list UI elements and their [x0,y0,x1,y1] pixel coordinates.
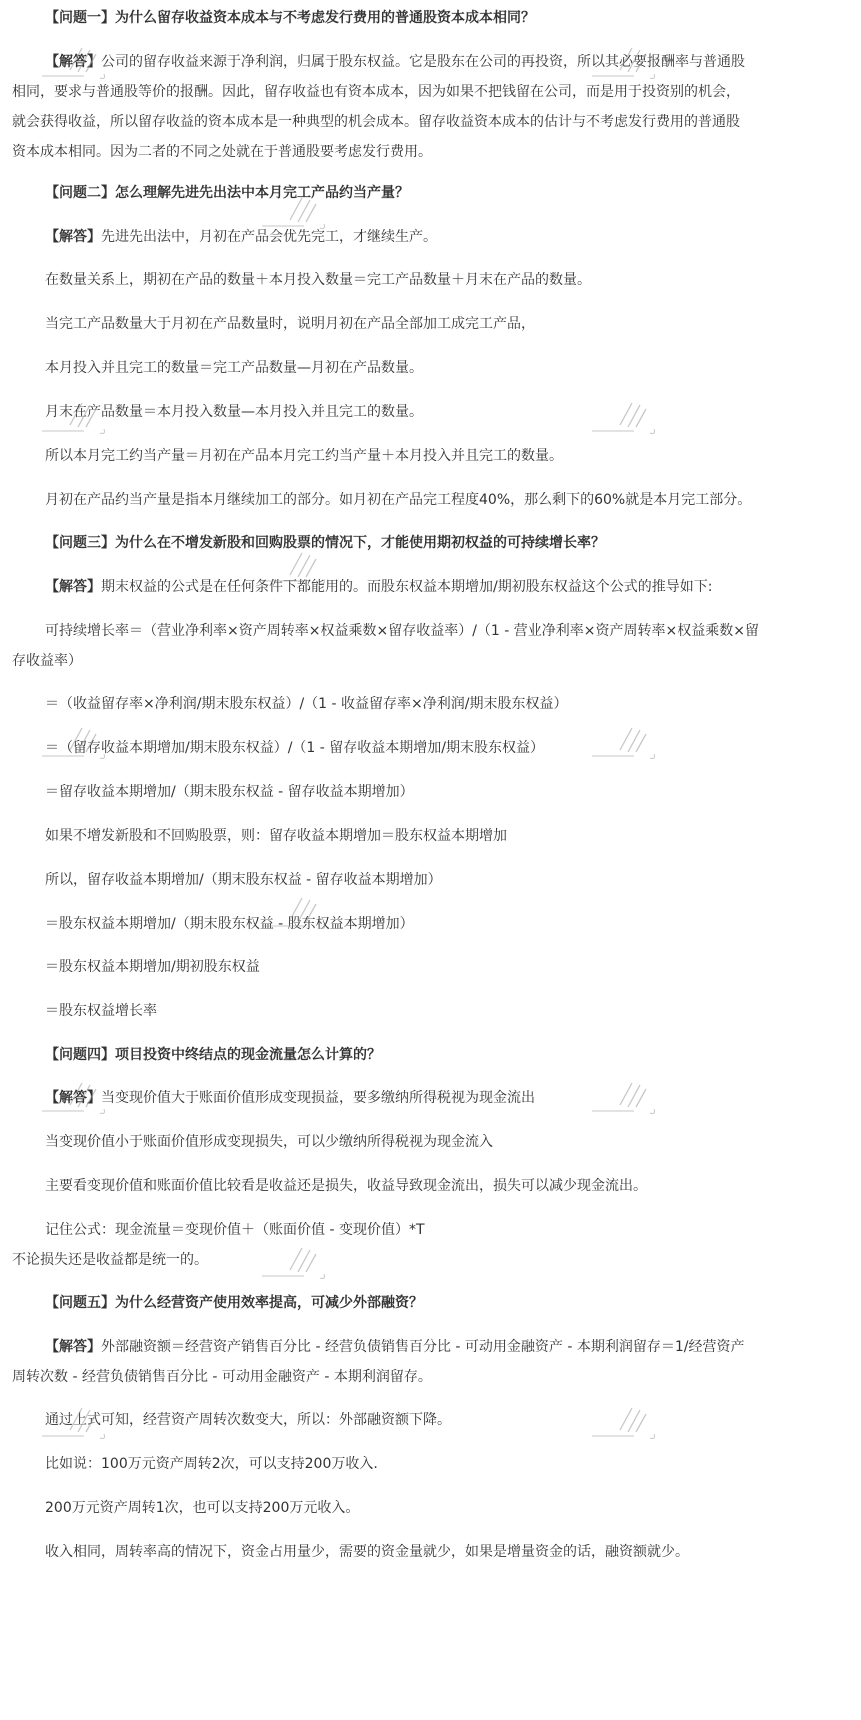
paragraph: 当完工产品数量大于月初在产品数量时，说明月初在产品全部加工成完工产品， [45,316,535,332]
answer-2-line-1: 【解答】先进先出法中，月初在产品会优先完工，才继续生产。 [45,229,437,245]
question-5: 【问题五】为什么经营资产使用效率提高，可减少外部融资？ [45,1295,423,1311]
paragraph: ＝股东权益本期增加/（期末股东权益 - 股东权益本期增加） [45,916,414,932]
answer-5-line-2: 周转次数 - 经营负债销售百分比 - 可动用金融资产 - 本期利润留存。 [12,1369,432,1385]
paragraph: 不论损失还是收益都是统一的。 [12,1252,208,1268]
watermark-mark [260,545,340,590]
paragraph: 本月投入并且完工的数量＝完工产品数量—月初在产品数量。 [45,360,423,376]
answer-label: 【解答】 [45,579,101,595]
paragraph: 月初在产品约当产量是指本月继续加工的部分。如月初在产品完工程度40%，那么剩下的60%就是本月完工部分。 [45,492,752,508]
question-3: 【问题三】为什么在不增发新股和回购股票的情况下，才能使用期初权益的可持续增长率？ [45,535,605,551]
question-4: 【问题四】项目投资中终结点的现金流量怎么计算的？ [45,1047,381,1063]
watermark-mark [260,890,340,935]
answer-1-line-2: 相同，要求与普通股等价的报酬。因此，留存收益也有资本成本，因为如果不把钱留在公司，而是用于投资别的机会， [12,84,740,100]
watermark-mark [40,395,120,440]
watermark-mark [590,395,670,440]
watermark-mark [260,1240,340,1285]
paragraph: 通过上式可知，经营资产周转次数变大，所以：外部融资额下降。 [45,1412,451,1428]
watermark-mark [590,720,670,765]
question-1: 【问题一】为什么留存收益资本成本与不考虑发行费用的普通股资本成本相同？ [45,10,535,26]
answer-label: 【解答】 [45,54,101,70]
watermark-mark [40,720,120,765]
watermark-mark [260,190,340,235]
paragraph: ＝（收益留存率×净利润/期末股东权益）/（1 - 收益留存率×净利润/期末股东权益） [45,696,568,712]
paragraph: 200万元资产周转1次，也可以支持200万元收入。 [45,1500,360,1516]
answer-1-line-1: 【解答】公司的留存收益来源于净利润，归属于股东权益。它是股东在公司的再投资，所以其必要报酬率与普通股 [45,54,745,70]
paragraph: 月末在产品数量＝本月投入数量—本月投入并且完工的数量。 [45,404,423,420]
watermark-mark [590,40,670,85]
answer-label: 【解答】 [45,1090,101,1106]
watermark-mark [40,40,120,85]
watermark-mark [590,1400,670,1445]
question-2: 【问题二】怎么理解先进先出法中本月完工产品约当产量？ [45,185,409,201]
answer-1-line-4: 资本成本相同。因为二者的不同之处就在于普通股要考虑发行费用。 [12,144,432,160]
watermark-mark [40,1075,120,1120]
paragraph: ＝股东权益增长率 [45,1003,157,1019]
paragraph: ＝留存收益本期增加/（期末股东权益 - 留存收益本期增加） [45,784,414,800]
paragraph: 比如说：100万元资产周转2次，可以支持200万收入. [45,1456,378,1472]
paragraph: ＝（留存收益本期增加/期末股东权益）/（1 - 留存收益本期增加/期末股东权益） [45,740,545,756]
paragraph: 记住公式：现金流量＝变现价值＋（账面价值 - 变现价值）*T [45,1222,425,1238]
paragraph: 收入相同，周转率高的情况下，资金占用量少，需要的资金量就少，如果是增量资金的话，融资额就少。 [45,1544,689,1560]
answer-4-line-1: 【解答】当变现价值大于账面价值形成变现损益，要多缴纳所得税视为现金流出 [45,1090,535,1106]
formula-line-2: 存收益率） [12,653,82,669]
answer-3-line-1: 【解答】期末权益的公式是在任何条件下都能用的。而股东权益本期增加/期初股东权益这个公式的推导如下: [45,579,713,595]
watermark-mark [40,1400,120,1445]
paragraph: ＝股东权益本期增加/期初股东权益 [45,959,260,975]
paragraph: 在数量关系上，期初在产品的数量＋本月投入数量＝完工产品数量＋月末在产品的数量。 [45,272,591,288]
formula-line-1: 可持续增长率＝（营业净利率×资产周转率×权益乘数×留存收益率）/（1 - 营业净利率×资产周转率×权益乘数×留 [45,623,759,639]
paragraph: 主要看变现价值和账面价值比较看是收益还是损失，收益导致现金流出，损失可以减少现金流出。 [45,1178,647,1194]
paragraph: 所以本月完工约当产量＝月初在产品本月完工约当产量＋本月投入并且完工的数量。 [45,448,563,464]
answer-label: 【解答】 [45,229,101,245]
answer-5-line-1: 【解答】外部融资额＝经营资产销售百分比 - 经营负债销售百分比 - 可动用金融资产 - 本期利润留存＝1/经营资产 [45,1339,745,1355]
answer-1-line-3: 就会获得收益，所以留存收益的资本成本是一种典型的机会成本。留存收益资本成本的估计与不考虑发行费用的普通股 [12,114,740,130]
paragraph: 如果不增发新股和不回购股票，则：留存收益本期增加＝股东权益本期增加 [45,828,507,844]
watermark-mark [590,1075,670,1120]
answer-label: 【解答】 [45,1339,101,1355]
paragraph: 所以，留存收益本期增加/（期末股东权益 - 留存收益本期增加） [45,872,442,888]
paragraph: 当变现价值小于账面价值形成变现损失，可以少缴纳所得税视为现金流入 [45,1134,493,1150]
